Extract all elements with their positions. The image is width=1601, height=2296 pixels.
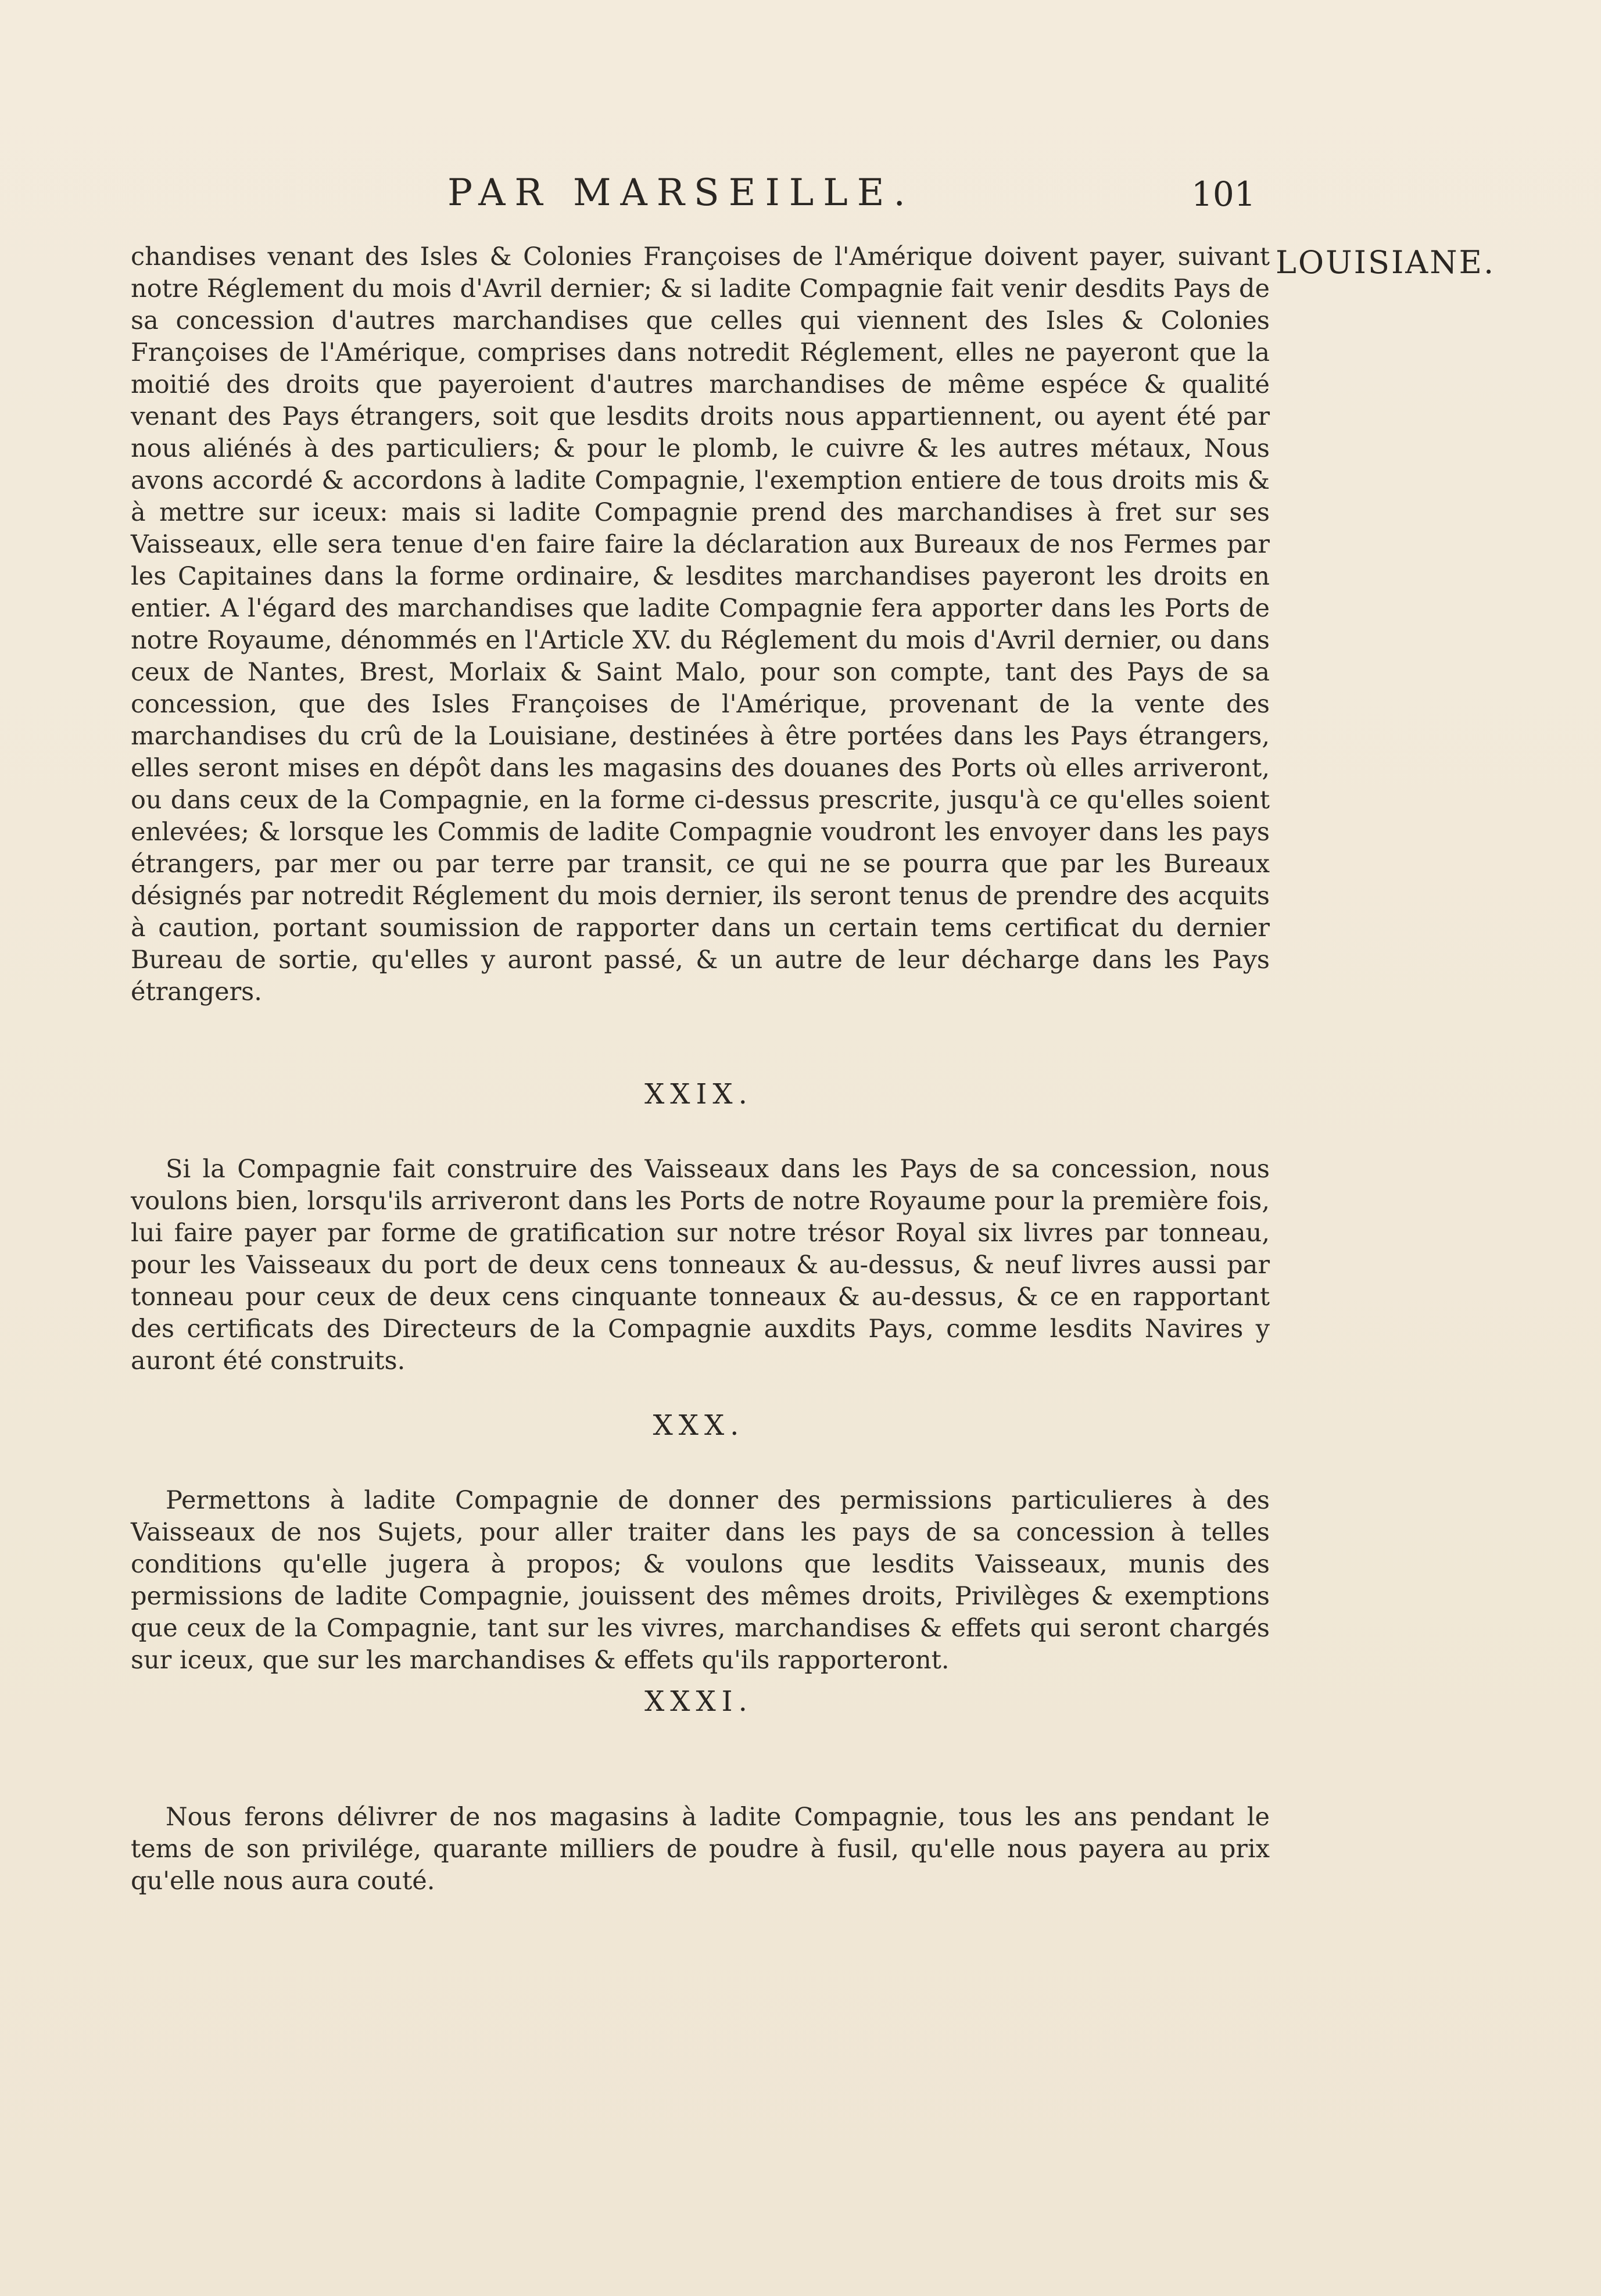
article-text: Si la Compagnie fait construire des Vaisseaux dans les Pays de sa concession, nous voulons bien, lorsqu'ils arriveront dans les Ports de notre Royaume pour la première fois, lui faire payer par forme de gratification sur notre trésor Royal six livres par tonneau, pour les Vaisseaux du port de deux cens tonneaux & au-dessus, & neuf livres aussi par tonneau pour ceux de deux cens cinquante tonneaux & au-dessus, & ce en rapportant des certificats des Directeurs de la Compagnie auxdits Pays, comme lesdits Navires y auront été construits. (131, 1155, 1270, 1376)
section-heading-xxxi: XXXI. (644, 1685, 753, 1718)
section-heading-xxx: XXX. (653, 1409, 745, 1442)
article-continuation (131, 241, 1270, 1008)
page-number: 101 (1191, 174, 1256, 214)
article-xxx (131, 1485, 1270, 1677)
margin-note: LOUISIANE. (1276, 244, 1496, 281)
running-head: PAR MARSEILLE. (447, 171, 915, 214)
section-heading-xxix: XXIX. (644, 1078, 753, 1111)
article-text: Permettons à ladite Compagnie de donner des permissions particulieres à des Vaisseaux de nos Sujets, pour aller traiter dans les pays de sa concession à telles conditions qu'elle jugera à propos; & voulons que lesdits Vaisseaux, munis des permissions de ladite Compagnie, jouissent des mêmes droits, Privilèges & exemptions que ceux de la Compagnie, tant sur les vivres, marchandises & effets qui seront chargés sur iceux, que sur les marchandises & effets qu'ils rapporteront. (131, 1486, 1270, 1675)
article-text: chandises venant des Isles & Colonies Françoises de l'Amérique doivent payer, suivant notre Réglement du mois d'Avril dernier; & si ladite Compagnie fait venir desdits Pays de sa concession d'autres marchandises que celles qui viennent des Isles & Colonies Françoises de l'Amérique, comprises dans notredit Réglement, elles ne payeront que la moitié des droits que payeroient d'autres marchandises de même espéce & qualité venant des Pays étrangers, soit que lesdits droits nous appartiennent, ou ayent été par nous aliénés à des particuliers; & pour le plomb, le cuivre & les autres métaux, Nous avons accordé & accordons à ladite Compagnie, l'exemption entiere de tous droits mis & à mettre sur iceux: mais si ladite Compagnie prend des marchandises à fret sur ses Vaisseaux, elle sera tenue d'en faire faire la déclaration aux Bureaux de nos Fermes par les Capitaines dans la forme ordinaire, & lesdites marchandises payeront les droits en entier. A l'égard des marchandises que ladite Compagnie fera apporter dans les Ports de notre Royaume, dénommés en l'Article XV. du Réglement du mois d'Avril dernier, ou dans ceux de Nantes, Brest, Morlaix & Saint Malo, pour son compte, tant des Pays de sa concession, que des Isles Françoises de l'Amérique, provenant de la vente des marchandises du crû de la Louisiane, destinées à être portées dans les Pays étrangers, elles seront mises en dépôt dans les magasins des douanes des Ports où elles arriveront, ou dans ceux de la Compagnie, en la forme ci-dessus prescrite, jusqu'à ce qu'elles soient enlevées; & lorsque les Commis de ladite Compagnie voudront les envoyer dans les pays étrangers, par mer ou par terre par transit, ce qui ne se pourra que par les Bureaux désignés par notredit Réglement du mois dernier, ils seront tenus de prendre des acquits à caution, portant soumission de rapporter dans un certain tems certificat du dernier Bureau de sortie, qu'elles y auront passé, & un autre de leur décharge dans les Pays étrangers. (131, 242, 1270, 1006)
article-text: Nous ferons délivrer de nos magasins à ladite Compagnie, tous les ans pendant le tems de son privilége, quarante milliers de poudre à fusil, qu'elle nous payera au prix qu'elle nous aura couté. (131, 1803, 1270, 1896)
article-xxix (131, 1154, 1270, 1377)
article-xxxi (131, 1801, 1270, 1897)
